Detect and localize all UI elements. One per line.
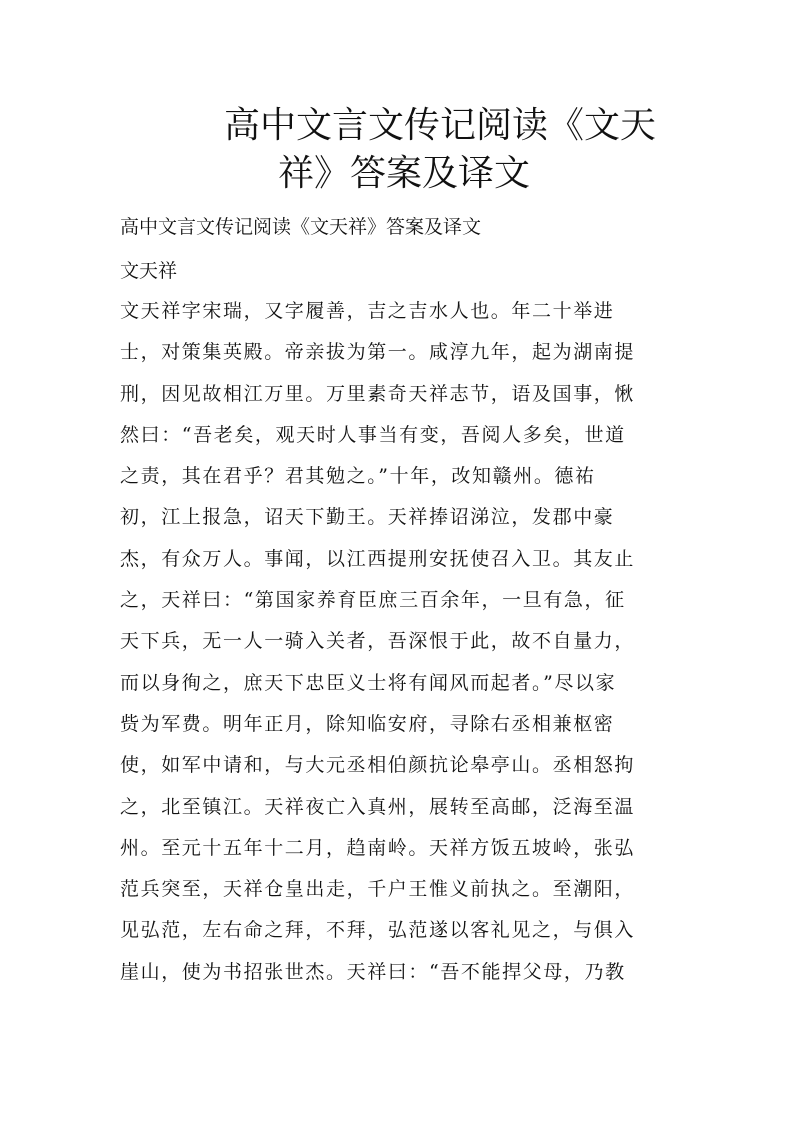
text-line: 见弘范，左右命之拜，不拜，弘范遂以客礼见之，与俱入 bbox=[120, 919, 636, 942]
text-line: 刑，因见故相江万里。万里素奇天祥志节，语及国事，愀 bbox=[120, 382, 636, 405]
body-text bbox=[120, 296, 676, 998]
text-line: 范兵突至，天祥仓皇出走，千户王惟义前执之。至潮阳， bbox=[120, 878, 636, 901]
text-line: 士，对策集英殿。帝亲拔为第一。咸淳九年，起为湖南提 bbox=[120, 341, 636, 364]
text-line: 初，江上报急，诏天下勤王。天祥捧诏涕泣，发郡中豪 bbox=[120, 506, 615, 529]
text-line: 之，天祥曰：“第国家养育臣庶三百余年，一旦有急，征 bbox=[120, 589, 626, 612]
section-heading: 文天祥 bbox=[120, 260, 178, 282]
text-line: 文天祥字宋瑞，又字履善，吉之吉水人也。年二十举进 bbox=[120, 300, 615, 322]
text-line: 然曰：“吾老矣，观天时人事当有变，吾阅人多矣，世道 bbox=[120, 423, 626, 446]
title-line-2: 祥》答案及译文 bbox=[278, 153, 531, 194]
text-line: 赀为军费。明年正月，除知临安府，寻除右丞相兼枢密 bbox=[120, 712, 615, 735]
text-line: 崖山，使为书招张世杰。天祥曰：“吾不能捍父母，乃教 bbox=[120, 960, 626, 983]
text-line: 使，如军中请和，与大元丞相伯颜抗论皋亭山。丞相怒拘 bbox=[120, 754, 636, 777]
document-title bbox=[120, 102, 680, 198]
text-line: 天下兵，无一人一骑入关者，吾深恨于此，故不自量力， bbox=[120, 630, 636, 653]
text-line: 而以身徇之，庶天下忠臣义士将有闻风而起者。”尽以家 bbox=[120, 671, 617, 694]
text-line: 之，北至镇江。天祥夜亡入真州，展转至高邮，泛海至温 bbox=[120, 795, 636, 818]
text-line: 州。至元十五年十二月，趋南岭。天祥方饭五坡岭，张弘 bbox=[120, 836, 636, 859]
text-line: 杰，有众万人。事闻，以江西提刑安抚使召入卫。其友止 bbox=[120, 547, 636, 570]
title-line-1: 高中文言文传记阅读《文天 bbox=[224, 105, 657, 146]
document-subtitle: 高中文言文传记阅读《文天祥》答案及译文 bbox=[120, 216, 482, 238]
text-line: 之责，其在君乎？君其勉之。”十年，改知赣州。德祐 bbox=[120, 465, 596, 488]
